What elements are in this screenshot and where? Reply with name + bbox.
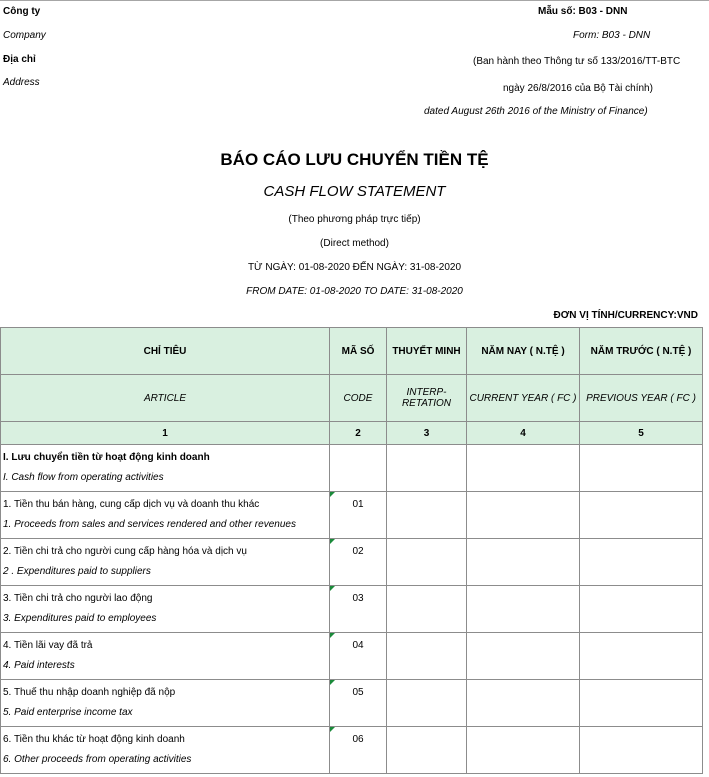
header-row-en: [1, 375, 703, 422]
article-en: 6. Other proceeds from operating activities: [3, 754, 192, 765]
article-vi: 5. Thuế thu nhập doanh nghiệp đã nộp: [3, 687, 176, 698]
comment-marker-icon: [330, 492, 335, 497]
comment-marker-icon: [330, 633, 335, 638]
current-year-cell: [467, 539, 580, 586]
report-title: BÁO CÁO LƯU CHUYỂN TIỀN TỆ: [220, 150, 489, 169]
currency-unit: ĐƠN VỊ TÍNH/CURRENCY:VND: [553, 310, 698, 321]
interp-cell: [387, 727, 467, 774]
article-cell: [1, 539, 330, 586]
address-label-en: Address: [3, 77, 40, 88]
col-code-header: MÃ SỐ: [330, 328, 387, 375]
interp-cell: [387, 680, 467, 727]
col-interp-header-en: INTERP-RETATION: [387, 375, 467, 422]
col-number: 3: [387, 422, 467, 445]
article-vi: 4. Tiền lãi vay đã trả: [3, 640, 93, 651]
issued-by-line2: ngày 26/8/2016 của Bộ Tài chính): [503, 83, 653, 94]
current-year-cell: [467, 445, 580, 492]
current-year-cell: [467, 680, 580, 727]
company-label: Công ty: [3, 6, 41, 17]
article-cell: [1, 492, 330, 539]
comment-marker-icon: [330, 586, 335, 591]
interp-cell: [387, 492, 467, 539]
comment-marker-icon: [330, 539, 335, 544]
period: TỪ NGÀY: 01-08-2020 ĐẾN NGÀY: 31-08-2020: [247, 262, 462, 273]
table-row: [1, 727, 703, 774]
article-vi: I. Lưu chuyển tiền từ hoạt động kinh doanh: [3, 452, 210, 463]
previous-year-cell: [580, 445, 703, 492]
article-vi: 1. Tiền thu bán hàng, cung cấp dịch vụ và doanh thu khác: [3, 499, 260, 510]
comment-marker-icon: [330, 680, 335, 685]
article-vi: 6. Tiền thu khác từ hoạt động kinh doanh: [3, 734, 185, 745]
method-note: (Theo phương pháp trực tiếp): [288, 214, 421, 225]
article-en: 5. Paid enterprise income tax: [3, 707, 133, 718]
interp-cell: [387, 633, 467, 680]
interp-cell: [387, 445, 467, 492]
previous-year-cell: [580, 492, 703, 539]
col-interp-header: THUYẾT MINH: [387, 328, 467, 375]
period-en: FROM DATE: 01-08-2020 TO DATE: 31-08-2020: [246, 286, 463, 297]
article-en: I. Cash flow from operating activities: [3, 472, 164, 483]
article-cell: [1, 680, 330, 727]
col-number: 5: [580, 422, 703, 445]
header-row-numbers: [1, 422, 703, 445]
article-cell: [1, 445, 330, 492]
table-row: [1, 445, 703, 492]
table-row: [1, 539, 703, 586]
cash-flow-table: [0, 327, 703, 774]
code-cell: 06: [330, 727, 387, 774]
issued-by-line3: dated August 26th 2016 of the Ministry of Finance): [424, 106, 648, 117]
table-row: [1, 633, 703, 680]
current-year-cell: [467, 633, 580, 680]
code-cell: 05: [330, 680, 387, 727]
table-row: [1, 680, 703, 727]
article-cell: [1, 633, 330, 680]
form-number: Mẫu số: B03 - DNN: [538, 6, 628, 17]
table-row: [1, 492, 703, 539]
col-article-header: CHỈ TIÊU: [1, 328, 330, 375]
code-cell: 02: [330, 539, 387, 586]
interp-cell: [387, 586, 467, 633]
report-title-en: CASH FLOW STATEMENT: [263, 183, 446, 200]
current-year-cell: [467, 727, 580, 774]
address-label: Địa chỉ: [3, 54, 36, 65]
article-en: 2 . Expenditures paid to suppliers: [3, 566, 151, 577]
article-cell: [1, 727, 330, 774]
form-number-en: Form: B03 - DNN: [573, 30, 651, 41]
code-cell: [330, 445, 387, 492]
article-en: 3. Expenditures paid to employees: [3, 613, 157, 624]
col-number: 1: [1, 422, 330, 445]
previous-year-cell: [580, 586, 703, 633]
article-cell: [1, 586, 330, 633]
article-vi: 3. Tiền chi trả cho người lao động: [3, 593, 153, 604]
previous-year-cell: [580, 633, 703, 680]
current-year-cell: [467, 492, 580, 539]
col-article-header-en: ARTICLE: [1, 375, 330, 422]
article-en: 1. Proceeds from sales and services rendered and other revenues: [3, 519, 296, 530]
top-border: [0, 0, 709, 1]
issued-by-line1: (Ban hành theo Thông tư số 133/2016/TT-BTC: [473, 56, 681, 67]
comment-marker-icon: [330, 727, 335, 732]
company-label-en: Company: [3, 30, 46, 41]
header-row-vi: [1, 328, 703, 375]
previous-year-cell: [580, 727, 703, 774]
previous-year-cell: [580, 680, 703, 727]
col-number: 4: [467, 422, 580, 445]
col-number: 2: [330, 422, 387, 445]
col-code-header-en: CODE: [330, 375, 387, 422]
code-cell: 01: [330, 492, 387, 539]
col-current-year-header: NĂM NAY ( N.TỆ ): [467, 328, 580, 375]
table-row: [1, 586, 703, 633]
current-year-cell: [467, 586, 580, 633]
article-vi: 2. Tiền chi trả cho người cung cấp hàng hóa và dịch vụ: [3, 546, 247, 557]
col-previous-year-header-en: PREVIOUS YEAR ( FC ): [580, 375, 703, 422]
code-cell: 04: [330, 633, 387, 680]
col-previous-year-header: NĂM TRƯỚC ( N.TỆ ): [580, 328, 703, 375]
col-current-year-header-en: CURRENT YEAR ( FC ): [467, 375, 580, 422]
method-note-en: (Direct method): [320, 238, 389, 249]
interp-cell: [387, 539, 467, 586]
previous-year-cell: [580, 539, 703, 586]
code-cell: 03: [330, 586, 387, 633]
article-en: 4. Paid interests: [3, 660, 75, 671]
